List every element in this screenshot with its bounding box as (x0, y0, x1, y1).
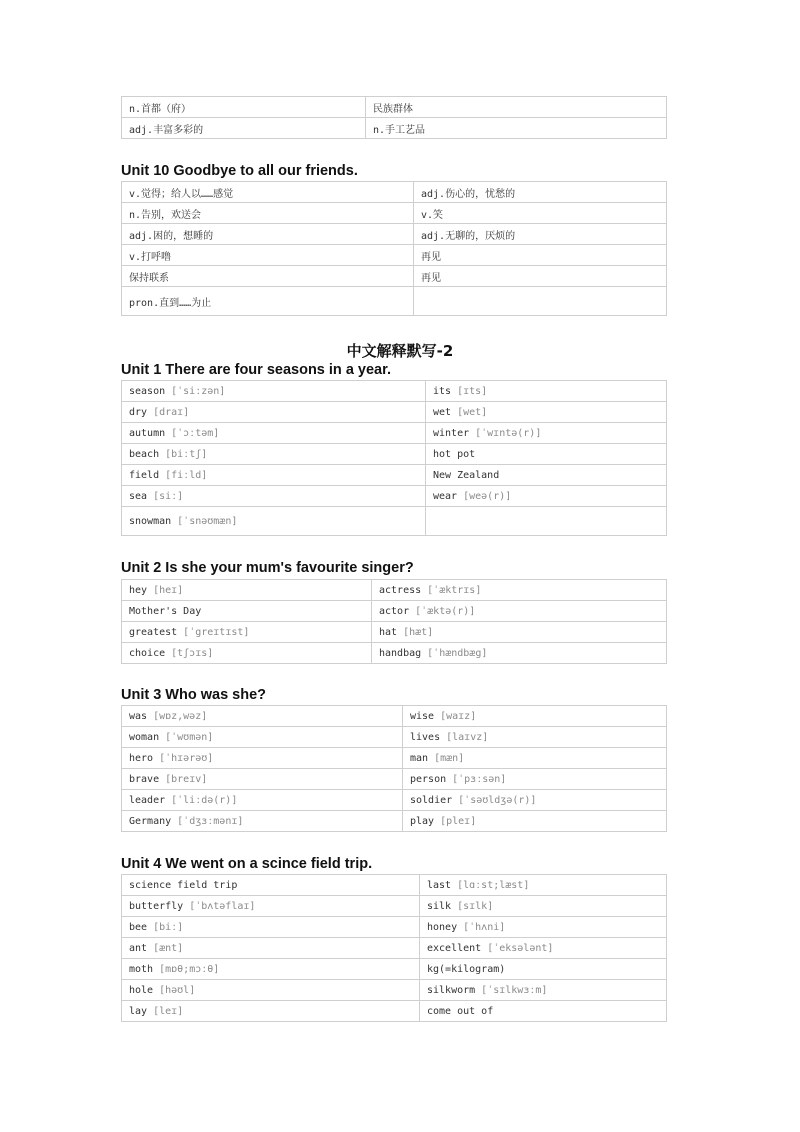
table-row (122, 486, 667, 507)
table-row (122, 203, 667, 224)
vocab-cell (372, 622, 667, 643)
phonetic-transcription: [ˈwʊmən] (165, 731, 214, 743)
vocab-word: play (410, 815, 435, 827)
phonetic-transcription: [ˈsnəʊmæn] (177, 515, 238, 527)
table-row (122, 287, 667, 316)
phonetic-transcription: [lɑːst;læst] (457, 879, 530, 891)
table-row (122, 118, 667, 139)
vocab-cell (122, 811, 403, 832)
phonetic-transcription: [ˈhʌni] (463, 921, 506, 933)
vocab-word: 保持联系 (129, 272, 169, 284)
vocab-table-unit10 (121, 181, 667, 316)
vocab-word: person (410, 773, 447, 785)
table-row (122, 727, 667, 748)
vocab-cell (414, 203, 667, 224)
vocab-cell (122, 266, 414, 287)
table-row (122, 224, 667, 245)
table-row (122, 875, 667, 896)
vocab-word: handbag (379, 647, 422, 659)
vocab-word: hey (129, 584, 148, 596)
vocab-word: moth (129, 963, 154, 975)
vocab-word: bee (129, 921, 148, 933)
phonetic-transcription: [ˈdʒɜːmənɪ] (177, 815, 244, 827)
table-row (122, 769, 667, 790)
vocab-cell (414, 287, 667, 316)
vocab-cell (122, 896, 420, 917)
phonetic-transcription: [biː] (153, 921, 184, 933)
phonetic-transcription: [siː] (153, 490, 184, 502)
phonetic-transcription: [pleɪ] (440, 815, 477, 827)
phonetic-transcription: [ˈhændbæg] (427, 647, 488, 659)
vocab-cell (122, 287, 414, 316)
vocab-cell (122, 727, 403, 748)
vocab-cell (414, 182, 667, 203)
table-row (122, 1001, 667, 1022)
vocab-word: 再见 (421, 272, 441, 284)
vocab-word: adj.伤心的，忧愁的 (421, 188, 516, 200)
vocab-word: butterfly (129, 900, 184, 912)
vocab-cell (122, 580, 372, 601)
vocab-word: man (410, 752, 429, 764)
table-row (122, 266, 667, 287)
vocab-word: brave (129, 773, 160, 785)
vocab-cell (122, 980, 420, 1001)
vocab-cell (403, 748, 667, 769)
vocab-cell (366, 97, 667, 118)
phonetic-transcription: [ˈgreɪtɪst] (183, 626, 250, 638)
table-row (122, 182, 667, 203)
vocab-cell (414, 266, 667, 287)
phonetic-transcription: [ˈɔːtəm] (171, 427, 220, 439)
vocab-cell (122, 402, 426, 423)
vocab-word: 再见 (421, 251, 441, 263)
table-row (122, 917, 667, 938)
vocab-word: wise (410, 710, 435, 722)
vocab-word: dry (129, 406, 148, 418)
vocab-cell (403, 811, 667, 832)
phonetic-transcription: [wɒz,wəz] (153, 710, 208, 722)
vocab-word: lay (129, 1005, 148, 1017)
section-title: 中文解释默写-2 (346, 342, 454, 360)
phonetic-transcription: [ˈwɪntə(r)] (475, 427, 542, 439)
vocab-table-unit2 (121, 579, 667, 664)
phonetic-transcription: [ˈæktə(r)] (415, 605, 476, 617)
phonetic-transcription: [ˈeksələnt] (487, 942, 554, 954)
table-row (122, 980, 667, 1001)
phonetic-transcription: [hæt] (403, 626, 434, 638)
vocab-cell (122, 706, 403, 727)
vocab-cell (122, 444, 426, 465)
vocab-word: silk (427, 900, 452, 912)
table-row (122, 643, 667, 664)
vocab-cell (122, 203, 414, 224)
vocab-word: honey (427, 921, 458, 933)
phonetic-transcription: [mæn] (434, 752, 465, 764)
vocab-cell (414, 245, 667, 266)
vocab-word: pron.直到……为止 (129, 297, 212, 309)
vocab-cell (420, 917, 667, 938)
vocab-word: actress (379, 584, 422, 596)
unit4-title: Unit 4 We went on a scince field trip. (121, 856, 373, 872)
vocab-cell (426, 465, 667, 486)
vocab-word: Mother's Day (129, 605, 202, 617)
phonetic-transcription: [ˈhɪərəʊ] (159, 752, 214, 764)
vocab-cell (403, 790, 667, 811)
table-row (122, 507, 667, 536)
vocab-word: last (427, 879, 452, 891)
phonetic-transcription: [ænt] (153, 942, 184, 954)
vocab-cell (122, 423, 426, 444)
vocab-cell (122, 1001, 420, 1022)
phonetic-transcription: [ˈsiːzən] (171, 385, 226, 397)
vocab-cell (414, 224, 667, 245)
phonetic-transcription: [tʃɔɪs] (171, 647, 214, 659)
vocab-word: adj.无聊的，厌烦的 (421, 230, 516, 242)
vocab-word: ant (129, 942, 148, 954)
vocab-cell (122, 622, 372, 643)
vocab-word: Germany (129, 815, 172, 827)
phonetic-transcription: [biːtʃ] (165, 448, 208, 460)
phonetic-transcription: [ˈsəʊldʒə(r)] (458, 794, 537, 806)
vocab-cell (426, 507, 667, 536)
phonetic-transcription: [həʊl] (159, 984, 196, 996)
vocab-word: snowman (129, 515, 172, 527)
vocab-word: wear (433, 490, 458, 502)
phonetic-transcription: [ˈæktrɪs] (427, 584, 482, 596)
unit2-title: Unit 2 Is she your mum's favourite singer? (121, 560, 414, 576)
phonetic-transcription: [ˈbʌtəflaɪ] (189, 900, 256, 912)
table-row (122, 896, 667, 917)
table-row (122, 748, 667, 769)
vocab-word: hero (129, 752, 154, 764)
vocab-word: was (129, 710, 148, 722)
vocab-cell (122, 748, 403, 769)
table-row (122, 580, 667, 601)
vocab-cell (122, 790, 403, 811)
vocab-cell (403, 769, 667, 790)
vocab-cell (122, 601, 372, 622)
vocab-cell (372, 643, 667, 664)
phonetic-transcription: [mɒθ;mɔːθ] (159, 963, 220, 975)
vocab-cell (122, 938, 420, 959)
vocab-cell (426, 402, 667, 423)
table-row (122, 465, 667, 486)
unit1-title: Unit 1 There are four seasons in a year. (121, 362, 391, 378)
vocab-word: excellent (427, 942, 482, 954)
vocab-word: 民族群体 (373, 103, 413, 115)
phonetic-transcription: [ˈpɜːsən] (452, 773, 507, 785)
vocab-cell (122, 875, 420, 896)
phonetic-transcription: [ˈsɪlkwɜːm] (481, 984, 548, 996)
vocab-cell (420, 896, 667, 917)
vocab-cell (122, 507, 426, 536)
vocab-word: hole (129, 984, 154, 996)
unit3-title: Unit 3 Who was she? (121, 687, 267, 703)
vocab-word: adj.困的，想睡的 (129, 230, 214, 242)
vocab-word: science field trip (129, 879, 238, 891)
phonetic-transcription: [heɪ] (153, 584, 184, 596)
vocab-cell (420, 875, 667, 896)
vocab-word: its (433, 385, 452, 397)
table-row (122, 423, 667, 444)
vocab-cell (426, 444, 667, 465)
phonetic-transcription: [sɪlk] (457, 900, 494, 912)
vocab-cell (426, 423, 667, 444)
vocab-word: greatest (129, 626, 178, 638)
vocab-word: season (129, 385, 166, 397)
vocab-cell (122, 381, 426, 402)
vocab-cell (122, 769, 403, 790)
vocab-word: autumn (129, 427, 166, 439)
table-row (122, 402, 667, 423)
phonetic-transcription: [breɪv] (165, 773, 208, 785)
vocab-word: n.首都（府） (129, 103, 192, 115)
vocab-cell (122, 182, 414, 203)
vocab-word: lives (410, 731, 441, 743)
vocab-word: silkworm (427, 984, 476, 996)
vocab-word: v.觉得；给人以……感觉 (129, 188, 234, 200)
vocab-cell (122, 917, 420, 938)
vocab-word: wet (433, 406, 452, 418)
vocab-word: actor (379, 605, 410, 617)
vocab-cell (420, 980, 667, 1001)
vocab-cell (426, 381, 667, 402)
table-row (122, 622, 667, 643)
vocab-cell (122, 465, 426, 486)
table-row (122, 97, 667, 118)
vocab-table-unit4 (121, 874, 667, 1022)
vocab-table-unit3 (121, 705, 667, 832)
vocab-cell (403, 706, 667, 727)
vocab-cell (122, 245, 414, 266)
table-row (122, 938, 667, 959)
vocab-word: adj.丰富多彩的 (129, 124, 204, 136)
phonetic-transcription: [wet] (457, 406, 488, 418)
phonetic-transcription: [fiːld] (165, 469, 208, 481)
table-row (122, 790, 667, 811)
table-row (122, 959, 667, 980)
vocab-cell (122, 118, 366, 139)
vocab-word: hot pot (433, 448, 476, 460)
vocab-word: v.笑 (421, 209, 444, 221)
vocab-word: choice (129, 647, 166, 659)
phonetic-transcription: [ɪts] (457, 385, 488, 397)
vocab-word: come out of (427, 1005, 494, 1017)
vocab-cell (122, 643, 372, 664)
vocab-word: winter (433, 427, 470, 439)
vocab-word: v.打呼噜 (129, 251, 172, 263)
table-row (122, 601, 667, 622)
table-row (122, 381, 667, 402)
vocab-word: kg(=kilogram) (427, 963, 506, 975)
vocab-word: n.告别，欢送会 (129, 209, 202, 221)
vocab-word: leader (129, 794, 166, 806)
table-row (122, 706, 667, 727)
vocab-cell (372, 580, 667, 601)
vocab-cell (122, 486, 426, 507)
table-row (122, 245, 667, 266)
vocab-cell (420, 959, 667, 980)
vocab-cell (403, 727, 667, 748)
vocab-table-unit1 (121, 380, 667, 536)
phonetic-transcription: [weə(r)] (463, 490, 512, 502)
vocab-table-top (121, 96, 667, 139)
vocab-word: field (129, 469, 160, 481)
vocab-word: sea (129, 490, 148, 502)
vocab-word: hat (379, 626, 398, 638)
vocab-cell (122, 224, 414, 245)
vocab-word: n.手工艺品 (373, 124, 426, 136)
vocab-word: woman (129, 731, 160, 743)
table-row (122, 811, 667, 832)
phonetic-transcription: [draɪ] (153, 406, 190, 418)
vocab-word: beach (129, 448, 160, 460)
vocab-cell (372, 601, 667, 622)
vocab-cell (420, 938, 667, 959)
vocab-cell (420, 1001, 667, 1022)
table-row (122, 444, 667, 465)
phonetic-transcription: [waɪz] (440, 710, 477, 722)
vocab-word: New Zealand (433, 469, 500, 481)
vocab-cell (426, 486, 667, 507)
vocab-cell (366, 118, 667, 139)
phonetic-transcription: [ˈliːdə(r)] (171, 794, 238, 806)
vocab-word: soldier (410, 794, 453, 806)
vocab-cell (122, 959, 420, 980)
phonetic-transcription: [laɪvz] (446, 731, 489, 743)
unit10-title: Unit 10 Goodbye to all our friends. (121, 163, 358, 179)
phonetic-transcription: [leɪ] (153, 1005, 184, 1017)
vocab-cell (122, 97, 366, 118)
